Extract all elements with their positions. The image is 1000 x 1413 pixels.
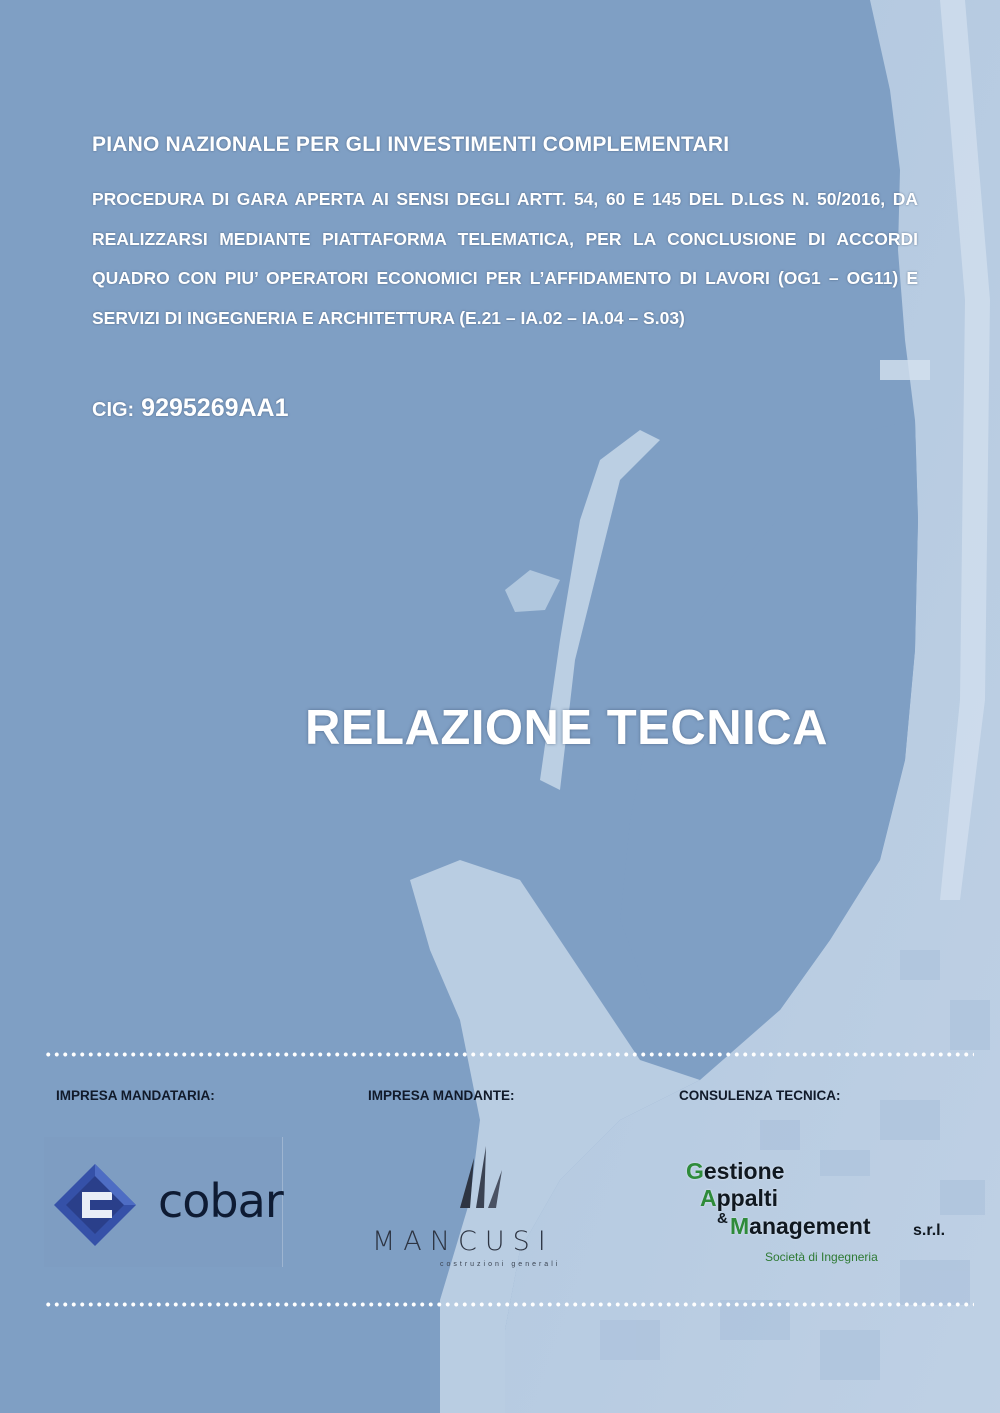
gam-line-appalti <box>700 1187 778 1210</box>
procedure-description: PROCEDURA DI GARA APERTA AI SENSI DEGLI ARTT. 54, 60 E 145 DEL D.LGS N. 50/2016, DA REALIZZARSI MEDIANTE PIATTAFORMA TELEMATICA, PER LA CONCLUSIONE DI ACCORDI QUADRO CON PIU’ OPERATORI ECONOMICI PER L’AFFIDAMENTO DI LAVORI (OG1 – OG11) E SERVIZI DI INGEGNERIA E ARCHITETTURA (E.21 – IA.02 – IA.04 – S.03) <box>92 189 918 328</box>
gam-initial-a: A <box>700 1185 717 1211</box>
gam-word-estione: estione <box>703 1158 785 1184</box>
mancusi-wordmark: MANCUSI <box>372 1226 554 1257</box>
gam-line-gestione <box>686 1160 784 1183</box>
label-consulenza-tecnica: CONSULENZA TECNICA: <box>679 1088 841 1103</box>
gam-word-anagement: anagement <box>749 1213 871 1239</box>
gam-subtitle: Società di Ingegneria <box>765 1250 878 1264</box>
plan-title: PIANO NAZIONALE PER GLI INVESTIMENTI COMPLEMENTARI <box>92 133 730 156</box>
gam-initial-m: M <box>730 1213 750 1239</box>
cig-value: 9295269AA1 <box>141 394 289 422</box>
cobar-logo-icon <box>52 1162 138 1248</box>
gam-initial-g: G <box>686 1158 704 1184</box>
cobar-wordmark: cobar <box>158 1174 283 1228</box>
label-impresa-mandante: IMPRESA MANDANTE: <box>368 1088 515 1103</box>
mancusi-tagline: costruzioni generali <box>440 1261 561 1268</box>
label-impresa-mandataria: IMPRESA MANDATARIA: <box>56 1088 215 1103</box>
dotted-divider-bottom <box>44 1302 974 1307</box>
cig-label: CIG: <box>92 399 135 421</box>
mancusi-sails-icon <box>440 1138 520 1218</box>
gam-line-management <box>730 1215 871 1238</box>
gam-suffix: s.r.l. <box>913 1222 946 1239</box>
cig-code <box>92 394 918 423</box>
dotted-divider-top <box>44 1052 974 1057</box>
gam-ampersand: & <box>717 1210 728 1227</box>
gam-word-ppalti: ppalti <box>716 1185 778 1211</box>
document-title: RELAZIONE TECNICA <box>305 701 828 755</box>
